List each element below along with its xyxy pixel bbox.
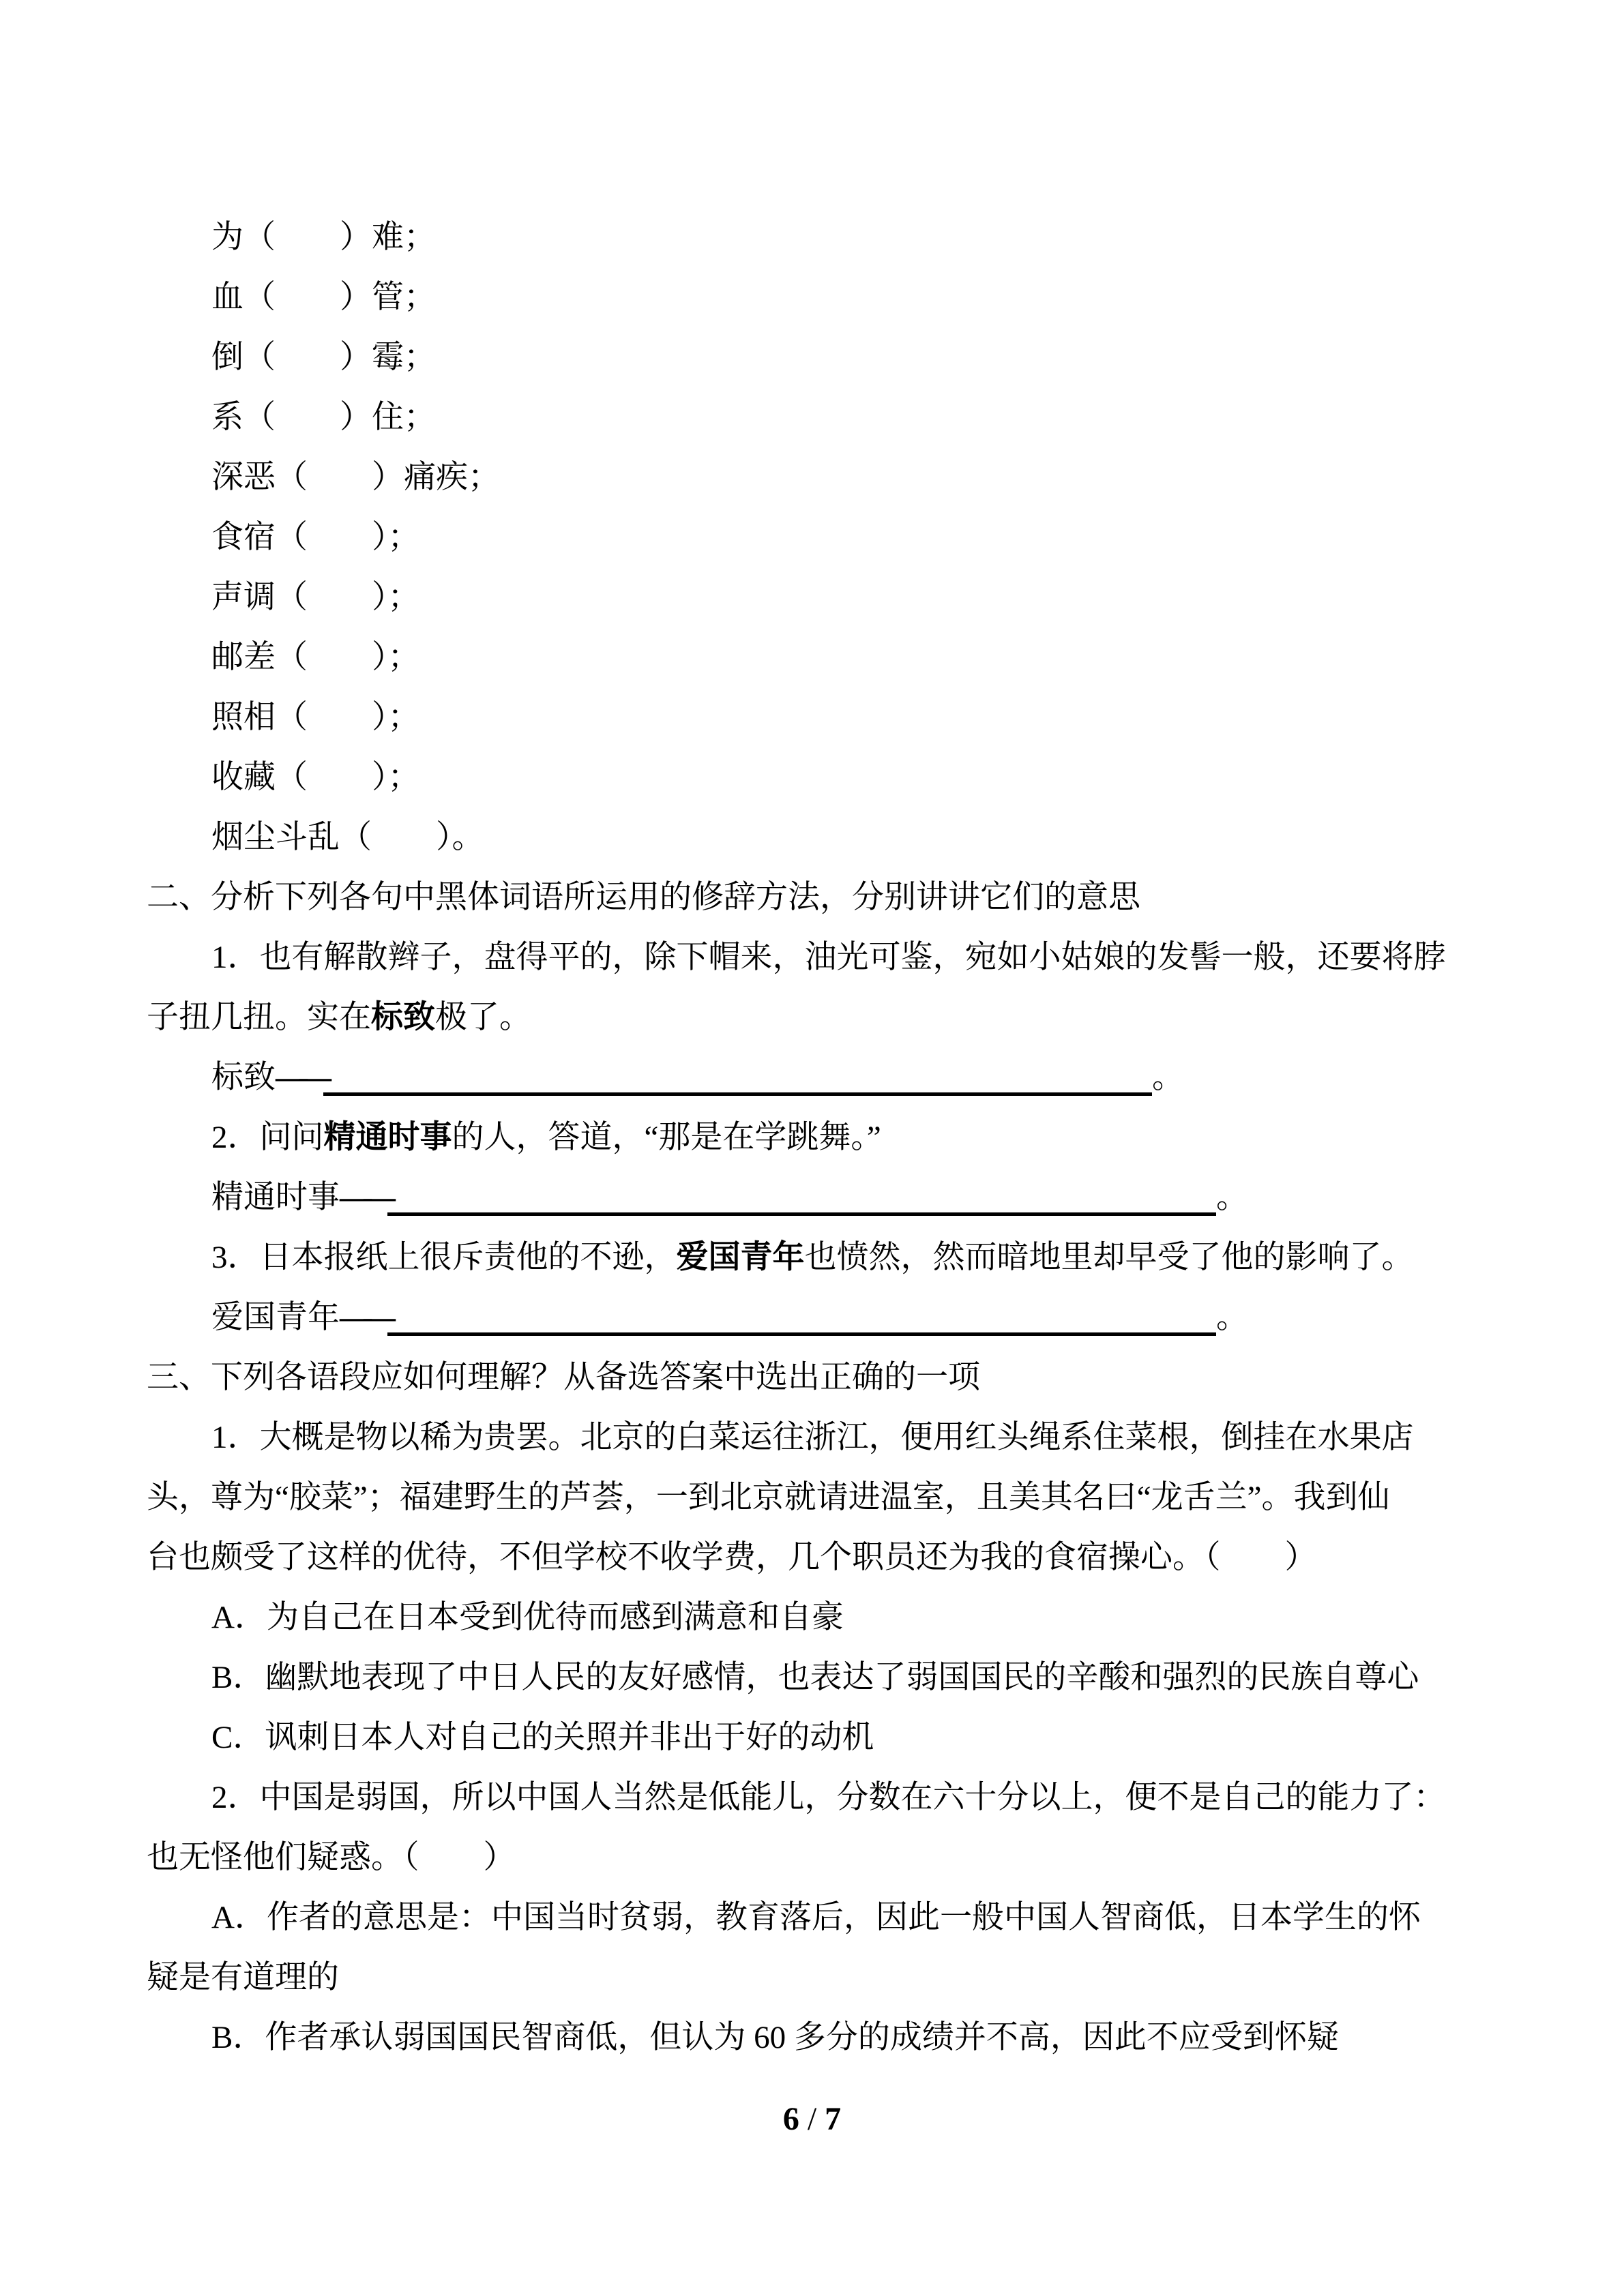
section3-q1-optionB: B．幽默地表现了中日人民的友好感情，也表达了弱国国民的辛酸和强烈的民族自尊心 <box>211 1660 1419 1695</box>
answer-blank-underline-2 <box>387 1185 1216 1216</box>
q2-text-pre: 2．问问 <box>211 1120 324 1155</box>
page-number-total: 7 <box>825 2101 842 2137</box>
em-dash: —— <box>276 1060 323 1095</box>
answer-blank-underline-1 <box>323 1065 1152 1096</box>
section2-q1-line2 <box>147 987 1446 1047</box>
page-number-current: 6 <box>782 2101 799 2137</box>
fill-item-9: 照相（ ）； <box>211 700 420 735</box>
section2-q1-line1: 1．也有解散辫子，盘得平的，除下帽来，油光可鉴，宛如小姑娘的发髻一般，还要将脖 <box>211 940 1446 975</box>
em-dash: —— <box>340 1180 387 1215</box>
section3-q2-optionA-line1: A．作者的意思是：中国当时贫弱，教育落后，因此一般中国人智商低，日本学生的怀 <box>211 1900 1421 1935</box>
section3-q1-line1: 1．大概是物以稀为贵罢。北京的白菜运往浙江，便用红头绳系住菜根，倒挂在水果店 <box>211 1420 1414 1455</box>
section2-q3-line <box>147 1227 1446 1287</box>
em-dash: —— <box>340 1300 387 1335</box>
fill-item-8: 邮差（ ）； <box>211 640 420 675</box>
fill-item-1: 为（ ）难； <box>211 220 436 255</box>
blank3-end-mark: 。 <box>1216 1300 1248 1335</box>
answer-blank-line-2 <box>147 1167 1446 1227</box>
q1-text-post: 极了。 <box>435 1000 531 1035</box>
fill-item-6: 食宿（ ）； <box>211 520 420 555</box>
blank2-label: 精通时事 <box>211 1180 340 1215</box>
q3-text-pre: 3．日本报纸上很斥责他的不逊， <box>211 1240 677 1275</box>
section2-q2-line <box>147 1107 1446 1167</box>
fill-item-7: 声调（ ）； <box>211 580 420 615</box>
blank1-end-mark: 。 <box>1152 1060 1184 1095</box>
answer-blank-line-1 <box>147 1047 1446 1107</box>
q3-bold-term: 爱国青年 <box>676 1240 805 1275</box>
q1-bold-term: 标致 <box>371 1000 435 1035</box>
fill-item-11: 烟尘斗乱（ ）。 <box>211 820 484 855</box>
blank3-label: 爱国青年 <box>211 1300 340 1335</box>
answer-blank-underline-3 <box>387 1305 1216 1336</box>
section3-q2-line2: 也无怪他们疑惑。（ ） <box>147 1840 516 1875</box>
blank2-end-mark: 。 <box>1216 1180 1248 1215</box>
section3-q1-optionC: C．讽刺日本人对自己的关照并非出于好的动机 <box>211 1720 874 1755</box>
page-number-separator: / <box>807 2101 817 2137</box>
q2-bold-term: 精通时事 <box>323 1120 452 1155</box>
answer-blank-line-3 <box>147 1287 1446 1347</box>
fill-item-2: 血（ ）管； <box>211 280 436 315</box>
section3-q2-optionB: B．作者承认弱国国民智商低，但认为 60 多分的成绩并不高，因此不应受到怀疑 <box>211 2020 1339 2055</box>
page-footer <box>0 2099 1624 2140</box>
section3-q1-line2: 头，尊为“胶菜”；福建野生的芦荟，一到北京就请进温室，且美其名曰“龙舌兰”。我到仙 <box>147 1480 1390 1515</box>
section3-q1-line3: 台也颇受了这样的优待，不但学校不收学费，几个职员还为我的食宿操心。（ ） <box>147 1540 1317 1575</box>
section3-heading: 三、下列各语段应如何理解？从备选答案中选出正确的一项 <box>147 1360 980 1395</box>
fill-item-10: 收藏（ ）； <box>211 760 420 795</box>
fill-item-3: 倒（ ）霉； <box>211 340 436 375</box>
section3-q2-line1: 2．中国是弱国，所以中国人当然是低能儿，分数在六十分以上，便不是自己的能力了： <box>211 1780 1446 1815</box>
section2-heading: 二、分析下列各句中黑体词语所运用的修辞方法，分别讲讲它们的意思 <box>147 880 1140 915</box>
section3-q2-optionA-line2: 疑是有道理的 <box>147 1960 339 1995</box>
q2-text-post: 的人，答道，“那是在学跳舞。” <box>452 1120 881 1155</box>
fill-item-4: 系（ ）住； <box>211 400 436 435</box>
q1-text-pre: 子扭几扭。实在 <box>147 1000 371 1035</box>
section3-q1-optionA: A．为自己在日本受到优待而感到满意和自豪 <box>211 1600 844 1635</box>
fill-item-5: 深恶（ ）痛疾； <box>211 460 500 495</box>
blank1-label: 标致 <box>211 1060 276 1095</box>
q3-text-post: 也愤然，然而暗地里却早受了他的影响了。 <box>804 1240 1414 1275</box>
